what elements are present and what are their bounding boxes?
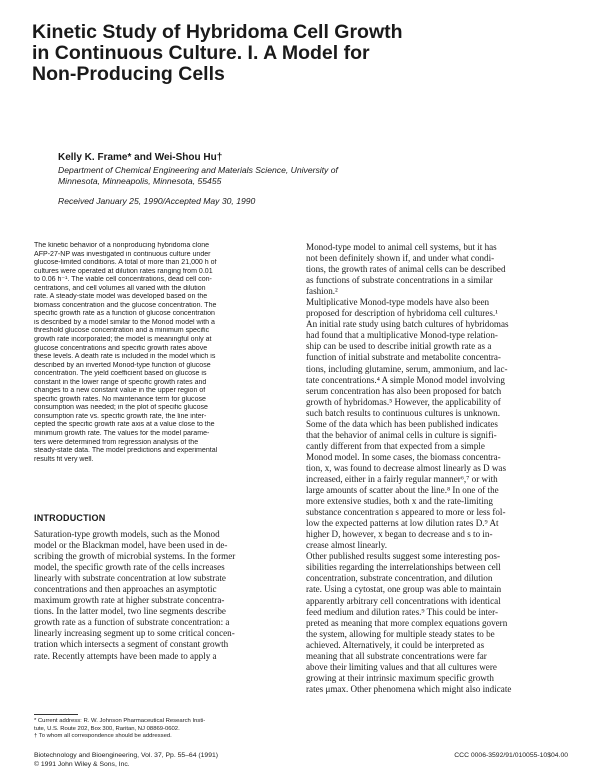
abstract-line: glucose-limited conditions. A total of more than 21,000 h of xyxy=(34,259,217,267)
abstract-line: to 0.06 h⁻¹. The viable cell concentrations, dead cell con- xyxy=(34,276,212,284)
text-line: concentration, substrate concentration, and dilution xyxy=(306,573,493,584)
footnote-line: * Current address: R. W. Johnson Pharmaceutical Research Insti- xyxy=(34,718,206,724)
text-line: growth rate as a function of substrate concentration: a xyxy=(34,617,230,628)
text-line: function of initial substrate and metabolite concentra- xyxy=(306,352,501,363)
text-line: higher D, however, x began to decrease and s to in- xyxy=(306,529,493,540)
text-line: linearly increasing segment up to some critical concen- xyxy=(34,628,235,639)
text-line: the system, allowing for multiple steady states to be xyxy=(306,628,495,639)
footnote-line: tute, U.S. Route 202, Box 300, Raritan, NJ 08869-0602. xyxy=(34,725,180,732)
abstract-line: consumption rate vs. specific growth rate, the line inter- xyxy=(34,412,207,420)
text-line: Some of the data which has been published indicates xyxy=(306,418,498,429)
abstract-line: threshold glucose concentration and a minimum specific xyxy=(34,327,210,335)
affiliation-line: Minnesota, Minneapolis, Minnesota, 55455 xyxy=(58,176,222,186)
title-line: Non-Producing Cells xyxy=(32,63,225,85)
text-line: more extensive studies, both x and the rate-limiting xyxy=(306,496,493,507)
text-line: tions. In the latter model, two line segments describe xyxy=(34,606,226,617)
abstract-line: ters were determined from regression analysis of the xyxy=(34,438,199,446)
copyright-line: © 1991 John Wiley & Sons, Inc. xyxy=(34,760,130,768)
text-line: concentrations and then approaches an asymptotic xyxy=(34,584,217,595)
text-line: meaning that all substrate concentrations were far xyxy=(306,650,487,661)
affiliation-line: Department of Chemical Engineering and Materials Science, University of xyxy=(58,165,338,175)
introduction-text xyxy=(34,529,284,662)
text-line: apparently arbitrary cell concentrations with identical xyxy=(306,595,501,606)
text-line: An initial rate study using batch cultures of hybridomas xyxy=(306,319,509,330)
abstract-text xyxy=(34,242,282,464)
text-line: serum concentration has also been proposed for batch xyxy=(306,385,502,396)
footnote-line: † To whom all correspondence should be addressed. xyxy=(34,733,172,739)
text-line: rates μmax. Other phenomena which might also indicate xyxy=(306,683,512,694)
text-line: ship can be used to describe initial growth rate as a xyxy=(306,341,492,352)
abstract-line: described by an inverted Monod-type function of glucose xyxy=(34,361,211,369)
text-line: increased, either in a fairly regular manner⁶,⁷ or with xyxy=(306,473,498,484)
abstract-line: centrations, and cell volumes all varied with the dilution xyxy=(34,284,206,292)
text-line: not been definitely shown if, and under what condi- xyxy=(306,253,495,264)
text-line: preted as meaning that more complex equations govern xyxy=(306,617,508,628)
title-line: Kinetic Study of Hybridoma Cell Growth xyxy=(32,21,403,43)
text-line: proposed for description of hybridoma cell cultures.¹ xyxy=(306,308,498,319)
text-line: fashion.² xyxy=(306,286,338,297)
text-line: scribing the growth of microbial systems. In the former xyxy=(34,551,236,562)
abstract-line: is described by a model similar to the Monod model with a xyxy=(34,318,215,326)
abstract-line: consumption was needed; in the plot of specific glucose xyxy=(34,404,208,412)
text-line: cantly different from that expected from a simple xyxy=(306,440,485,451)
abstract-line: changes to a new constant value in the upper region of xyxy=(34,387,206,395)
abstract-line: specific growth rate as a function of glucose concentration xyxy=(34,310,215,318)
abstract-line: these levels. A death rate is included in the model which is xyxy=(34,353,216,361)
author-list: Kelly K. Frame* and Wei-Shou Hu† xyxy=(58,152,223,163)
abstract-line: rate. A steady-state model was developed based on the xyxy=(34,293,208,301)
abstract-line: cepted the specific growth rate axis at a value close to the xyxy=(34,421,215,429)
text-line: substance concentration s appeared to more or less fol- xyxy=(306,507,506,518)
journal-citation xyxy=(34,752,218,769)
abstract-line: growth rate incorporated; the model is meaningful only at xyxy=(34,336,212,344)
abstract xyxy=(34,242,282,464)
text-line: had found that a multiplicative Monod-type relation- xyxy=(306,330,498,341)
abstract-line: constant in the lower range of specific growth rates and xyxy=(34,378,207,386)
body-text xyxy=(306,242,562,695)
text-line: maximum growth rate at higher substrate concentra- xyxy=(34,595,225,606)
text-line: tions, including glutamine, serum, ammonium, and lac- xyxy=(306,363,508,374)
abstract-line: results fit very well. xyxy=(34,455,94,463)
footnote-rule xyxy=(34,714,78,715)
abstract-line: specific growth rates. No maintenance term for glucose xyxy=(34,395,206,403)
text-line: Multiplicative Monod-type models have also been xyxy=(306,297,490,308)
abstract-line: cultures were operated at dilution rates ranging from 0.01 xyxy=(34,267,213,275)
footnotes xyxy=(34,718,284,741)
abstract-line: concentration. The yield coefficient based on glucose is xyxy=(34,370,207,378)
abstract-line: The kinetic behavior of a nonproducing hybridoma clone xyxy=(34,242,210,249)
text-line: tration which intersects a segment of constant growth xyxy=(34,639,229,650)
text-line: model or the Blackman model, have been used in de- xyxy=(34,540,228,551)
text-line: crease almost linearly. xyxy=(306,540,387,551)
abstract-line: minimum growth rate. The values for the model parame- xyxy=(34,430,210,438)
abstract-line: glucose concentrations and specific growth rates above xyxy=(34,344,208,352)
text-line: tate concentrations.⁴ A simple Monod model involving xyxy=(306,374,505,385)
received-date: Received January 25, 1990/Accepted May 30, 1990 xyxy=(58,196,256,206)
article-title xyxy=(32,22,452,85)
text-line: Monod model. In some cases, the biomass concentra- xyxy=(306,451,501,462)
text-line: rate. Using a cytostat, one group was able to maintain xyxy=(306,584,502,595)
title-line: in Continuous Culture. I. A Model for xyxy=(32,42,370,64)
text-line: growth of hybridomas.⁵ However, the applicability of xyxy=(306,396,501,407)
text-line: low the expected patterns at low dilution rates D.⁹ At xyxy=(306,518,499,529)
right-column xyxy=(306,242,562,695)
text-line: tion, x, was found to decrease almost linearly as D was xyxy=(306,462,507,473)
text-line: sibilities regarding the interrelationships between cell xyxy=(306,562,501,573)
text-line: rate. Recently attempts have been made to apply a xyxy=(34,650,217,661)
abstract-line: steady-state data. The model predictions and experimental xyxy=(34,447,218,455)
text-line: tions, the growth rates of animal cells can be described xyxy=(306,264,506,275)
journal-line: Biotechnology and Bioengineering, Vol. 37, Pp. 55–64 (1991) xyxy=(34,752,219,759)
text-line: that the behavior of animal cells in culture is signifi- xyxy=(306,429,497,440)
text-line: linearly with substrate concentration at low substrate xyxy=(34,573,226,584)
text-line: model, the specific growth rate of the cells increases xyxy=(34,562,225,573)
text-line: above their limiting values and that all cultures were xyxy=(306,661,497,672)
text-line: such batch results to continuous cultures is unknown. xyxy=(306,407,500,418)
introduction-column xyxy=(34,529,284,662)
abstract-line: AFP-27-NP was investigated in continuous culture under xyxy=(34,250,211,258)
text-line: Other published results suggest some interesting pos- xyxy=(306,551,500,562)
text-line: large amounts of scatter about the line.⁸ In one of the xyxy=(306,485,499,496)
text-line: feed medium and dilution rates.⁹ This could be inter- xyxy=(306,606,498,617)
text-line: Monod-type model to animal cell systems, but it has xyxy=(306,242,497,252)
section-heading-introduction: INTRODUCTION xyxy=(34,513,106,523)
text-line: Saturation-type growth models, such as the Monod xyxy=(34,529,220,539)
text-line: achieved. Alternatively, it could be interpreted as xyxy=(306,639,485,650)
ccc-code: CCC 0006-3592/91/010055-10$04.00 xyxy=(454,752,568,759)
abstract-line: biomass concentration and the glucose concentration. The xyxy=(34,301,217,309)
text-line: growing at their intrinsic maximum specific growth xyxy=(306,672,494,683)
author-affiliation xyxy=(58,165,478,187)
text-line: as functions of substrate concentrations in a similar xyxy=(306,275,493,286)
